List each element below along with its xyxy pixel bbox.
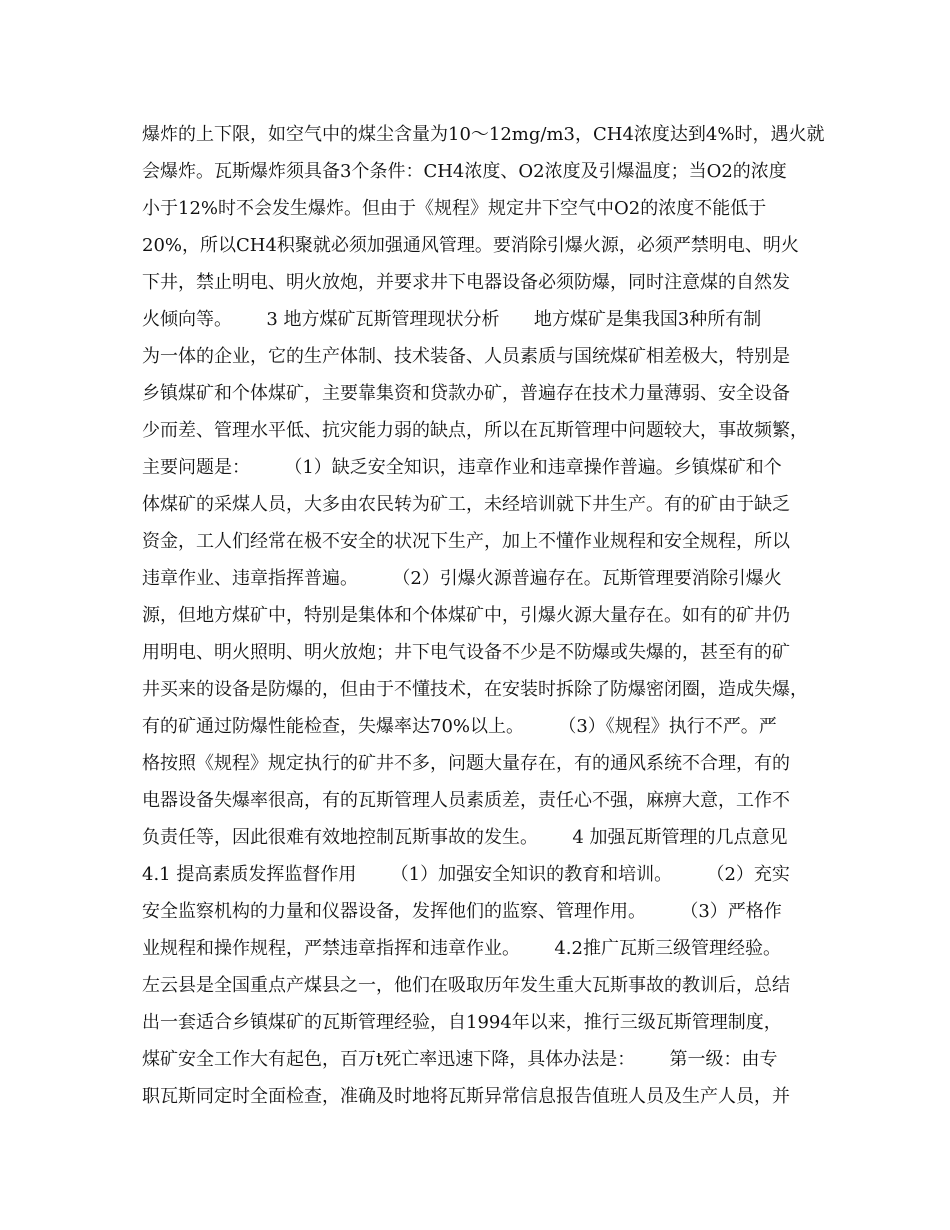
text-line: 爆炸的上下限，如空气中的煤尘含量为10～12mg/m3，CH4浓度达到4%时，遇火就 xyxy=(142,124,825,145)
text-line: 乡镇煤矿和个体煤矿，主要靠集资和贷款办矿，普遍存在技术力量薄弱、安全设备 xyxy=(142,383,790,404)
text-line: 左云县是全国重点产煤县之一，他们在吸取历年发生重大瓦斯事故的教训后，总结 xyxy=(142,975,790,996)
text-line: 主要问题是： （1）缺乏安全知识，违章作业和违章操作普遍。乡镇煤矿和个 xyxy=(142,457,782,478)
text-line: 少而差、管理水平低、抗灾能力弱的缺点，所以在瓦斯管理中问题较大，事故频繁， xyxy=(142,420,808,441)
text-line: 违章作业、违章指挥普遍。 （2）引爆火源普遍存在。瓦斯管理要消除引爆火 xyxy=(142,568,782,589)
text-line: 资金，工人们经常在极不安全的状况下生产，加上不懂作业规程和安全规程，所以 xyxy=(142,531,790,552)
text-line: 出一套适合乡镇煤矿的瓦斯管理经验，自1994年以来，推行三级瓦斯管理制度， xyxy=(142,1012,782,1033)
text-line: 下井，禁止明电、明火放炮，并要求井下电器设备必须防爆，同时注意煤的自然发 xyxy=(142,272,790,293)
text-line: 火倾向等。 3 地方煤矿瓦斯管理现状分析 地方煤矿是集我国3种所有制 xyxy=(142,309,762,330)
text-line: 用明电、明火照明、明火放炮；井下电气设备不少是不防爆或失爆的，甚至有的矿 xyxy=(142,642,790,663)
text-line: 井买来的设备是防爆的，但由于不懂技术，在安装时拆除了防爆密闭圈，造成失爆， xyxy=(142,679,808,700)
text-line: 负责任等，因此很难有效地控制瓦斯事故的发生。 4 加强瓦斯管理的几点意见 xyxy=(142,827,788,848)
text-line: 格按照《规程》规定执行的矿井不多，问题大量存在，有的通风系统不合理，有的 xyxy=(142,753,790,774)
body-text xyxy=(142,116,828,1115)
text-line: 体煤矿的采煤人员，大多由农民转为矿工，未经培训就下井生产。有的矿由于缺乏 xyxy=(142,494,790,515)
text-line: 业规程和操作规程，严禁违章指挥和违章作业。 4.2推广瓦斯三级管理经验。 xyxy=(142,938,781,959)
text-line: 源，但地方煤矿中，特别是集体和个体煤矿中，引爆火源大量存在。如有的矿井仍 xyxy=(142,605,790,626)
text-line: 为一体的企业，它的生产体制、技术装备、人员素质与国统煤矿相差极大，特别是 xyxy=(142,346,790,367)
text-line: 20%，所以CH4积聚就必须加强通风管理。要消除引爆火源，必须严禁明电、明火 xyxy=(142,235,799,256)
text-line: 4.1 提高素质发挥监督作用 （1）加强安全知识的教育和培训。 （2）充实 xyxy=(142,864,790,885)
text-line: 煤矿安全工作大有起色，百万t死亡率迅速下降，具体办法是： 第一级：由专 xyxy=(142,1049,778,1070)
text-line: 小于12%时不会发生爆炸。但由于《规程》规定井下空气中O2的浓度不能低于 xyxy=(142,198,767,219)
text-line: 会爆炸。瓦斯爆炸须具备3个条件：CH4浓度、O2浓度及引爆温度；当O2的浓度 xyxy=(142,161,787,182)
text-line: 职瓦斯同定时全面检查，准确及时地将瓦斯异常信息报告值班人员及生产人员，并 xyxy=(142,1086,790,1107)
text-line: 电器设备失爆率很高，有的瓦斯管理人员素质差，责任心不强，麻痹大意，工作不 xyxy=(142,790,790,811)
text-line: 安全监察机构的力量和仪器设备，发挥他们的监察、管理作用。 （3）严格作 xyxy=(142,901,782,922)
text-line: 有的矿通过防爆性能检查，失爆率达70%以上。 （3）《规程》执行不严。严 xyxy=(142,716,777,737)
